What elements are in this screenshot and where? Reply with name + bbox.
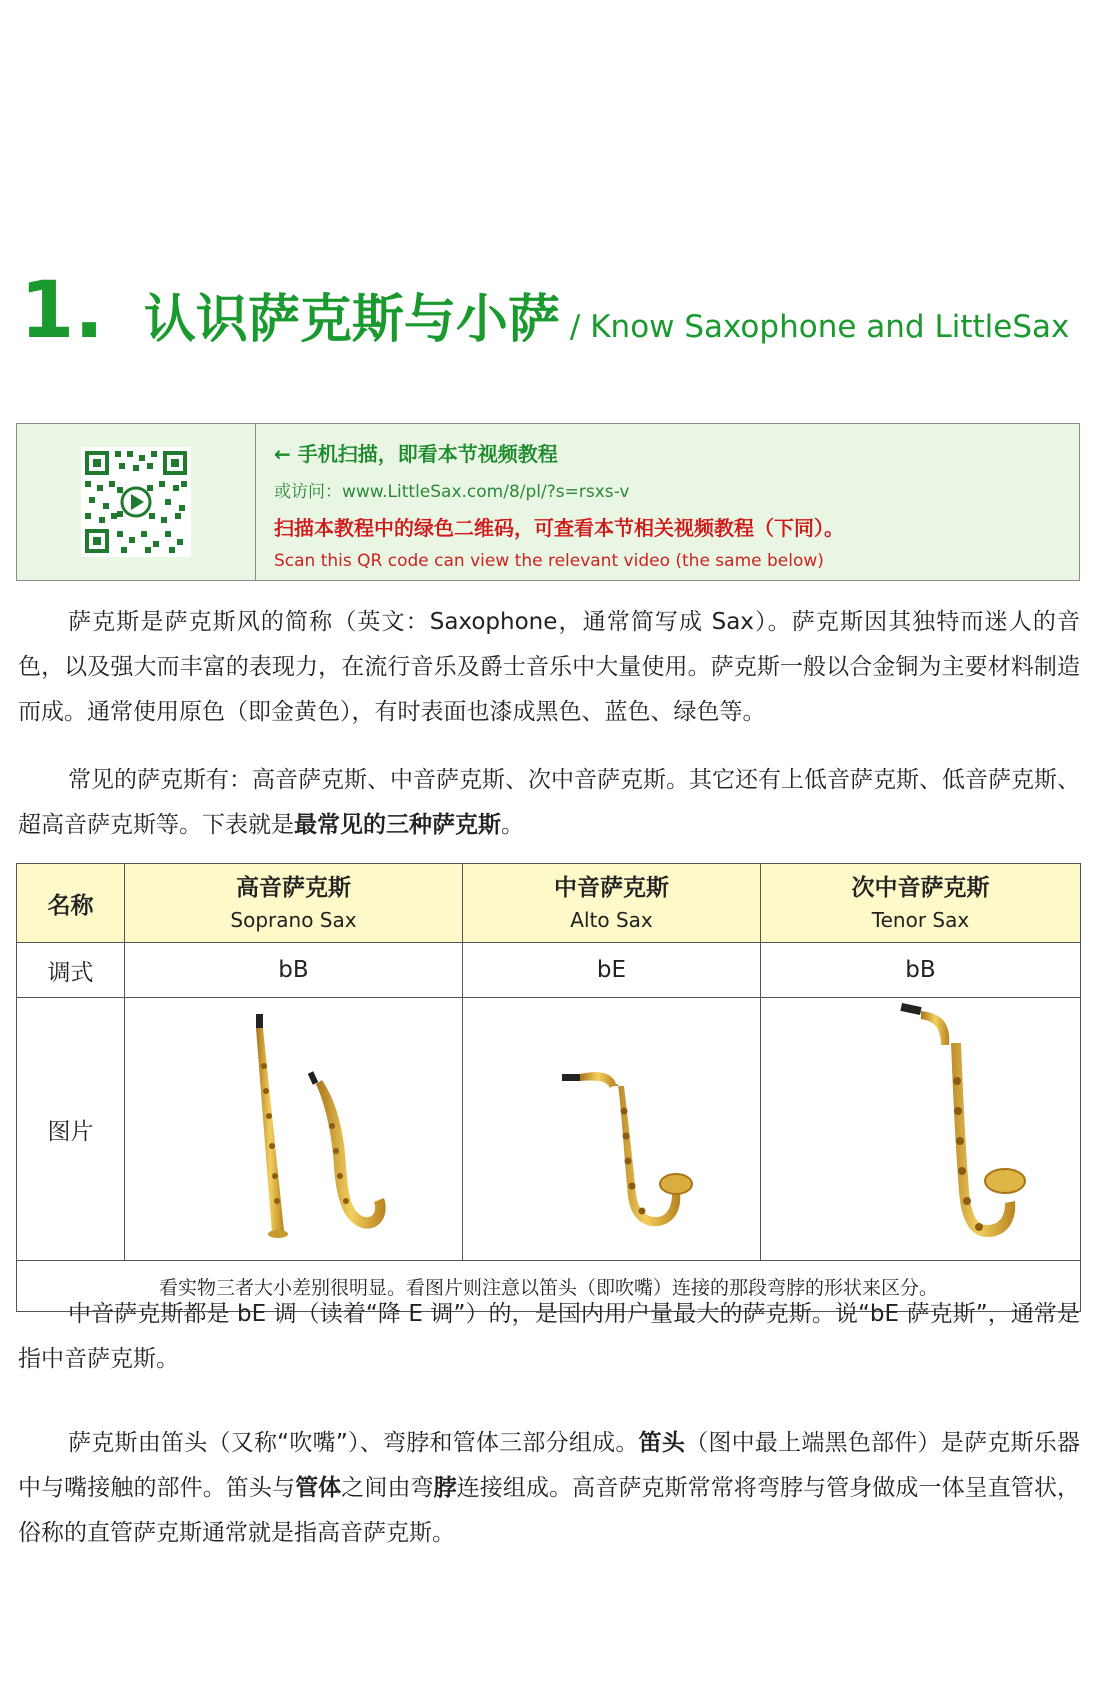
section-title-zh: 认识萨克斯与小萨 (143, 290, 560, 350)
col-tenor-zh: 次中音萨克斯 (851, 875, 990, 901)
paragraph-types (18, 758, 1080, 848)
tenor-image-cell (761, 998, 1081, 1261)
parts-text-e: 之间由弯 (341, 1475, 434, 1501)
types-text-c: 。 (501, 812, 524, 838)
col-alto-header (463, 864, 761, 943)
section-number: 1. (20, 266, 104, 356)
parts-text-c: （图中最上端黑色部件）是萨克斯乐器中与嘴接触的部件。笛头与 (18, 1430, 1080, 1501)
alto-key: bE (463, 943, 761, 998)
types-text-a: 常见的萨克斯有：高音萨克斯、中音萨克斯、次中音萨克斯。其它还有上低音萨克斯、低音萨克斯、超高音萨克斯等。下表就是 (18, 767, 1080, 838)
alto-sax-image (512, 1006, 712, 1246)
paragraph-intro: 萨克斯是萨克斯风的简称（英文：Saxophone，通常简写成 Sax）。萨克斯因其独特而迷人的音色，以及强大而丰富的表现力，在流行音乐及爵士音乐中大量使用。萨克斯一般以合金铜为主要材料制造而成。通常使用原色（即金黄色），有时表面也漆成黑色、蓝色、绿色等。 (18, 609, 1080, 725)
table-row-image (17, 998, 1081, 1261)
table-row-name (17, 864, 1081, 943)
parts-text-body: 管体 (295, 1475, 342, 1501)
qr-note-en: Scan this QR code can view the relevant video (the same below) (274, 551, 824, 571)
col-tenor-en: Tenor Sax (871, 908, 970, 932)
sax-comparison-table (16, 863, 1081, 1312)
col-alto-en: Alto Sax (570, 908, 653, 932)
row-label-image: 图片 (17, 998, 125, 1261)
tenor-sax-image (811, 1001, 1031, 1251)
parts-text-mouthpiece: 笛头 (638, 1430, 686, 1456)
col-alto-zh: 中音萨克斯 (554, 875, 669, 901)
soprano-key: bB (125, 943, 463, 998)
qr-cell (17, 424, 256, 580)
parts-text-a: 萨克斯由笛头（又称“吹嘴”）、弯脖和管体三部分组成。 (68, 1430, 639, 1456)
qr-info-box (16, 423, 1080, 581)
qr-scan-hint: ← 手机扫描，即看本节视频教程 (274, 442, 558, 466)
table-row-key (17, 943, 1081, 998)
paragraph-parts (18, 1421, 1080, 1556)
row-label-key: 调式 (17, 943, 125, 998)
row-label-name: 名称 (17, 864, 125, 943)
parts-text-g: 连接组成。高音萨克斯常常将弯脖与管身做成一体呈直管状，俗称的直管萨克斯通常就是指高音萨克斯。 (18, 1475, 1081, 1546)
soprano-sax-image (194, 1006, 394, 1246)
paragraph-alto: 中音萨克斯都是 bE 调（读着“降 E 调”）的，是国内用户量最大的萨克斯。说“bE 萨克斯”，通常是指中音萨克斯。 (18, 1301, 1080, 1372)
qr-url-link[interactable]: 或访问：www.LittleSax.com/8/pl/?s=rsxs-v (274, 482, 630, 502)
col-soprano-header (125, 864, 463, 943)
section-title-en: / Know Saxophone and LittleSax (569, 309, 1070, 345)
col-soprano-zh: 高音萨克斯 (236, 875, 351, 901)
section-title (20, 266, 1080, 356)
alto-image-cell (463, 998, 761, 1261)
types-text-bold: 最常见的三种萨克斯 (294, 812, 501, 838)
parts-text-neck: 脖 (433, 1475, 457, 1501)
qr-code-icon[interactable] (81, 447, 191, 557)
col-tenor-header (761, 864, 1081, 943)
tenor-key: bB (761, 943, 1081, 998)
qr-text-cell (256, 424, 1079, 580)
soprano-image-cell (125, 998, 463, 1261)
qr-note-zh: 扫描本教程中的绿色二维码，可查看本节相关视频教程（下同）。 (274, 516, 844, 540)
col-soprano-en: Soprano Sax (230, 908, 357, 932)
table-note: 看实物三者大小差别很明显。看图片则注意以笛头（即吹嘴）连接的那段弯脖的形状来区分。 (17, 1261, 1081, 1312)
